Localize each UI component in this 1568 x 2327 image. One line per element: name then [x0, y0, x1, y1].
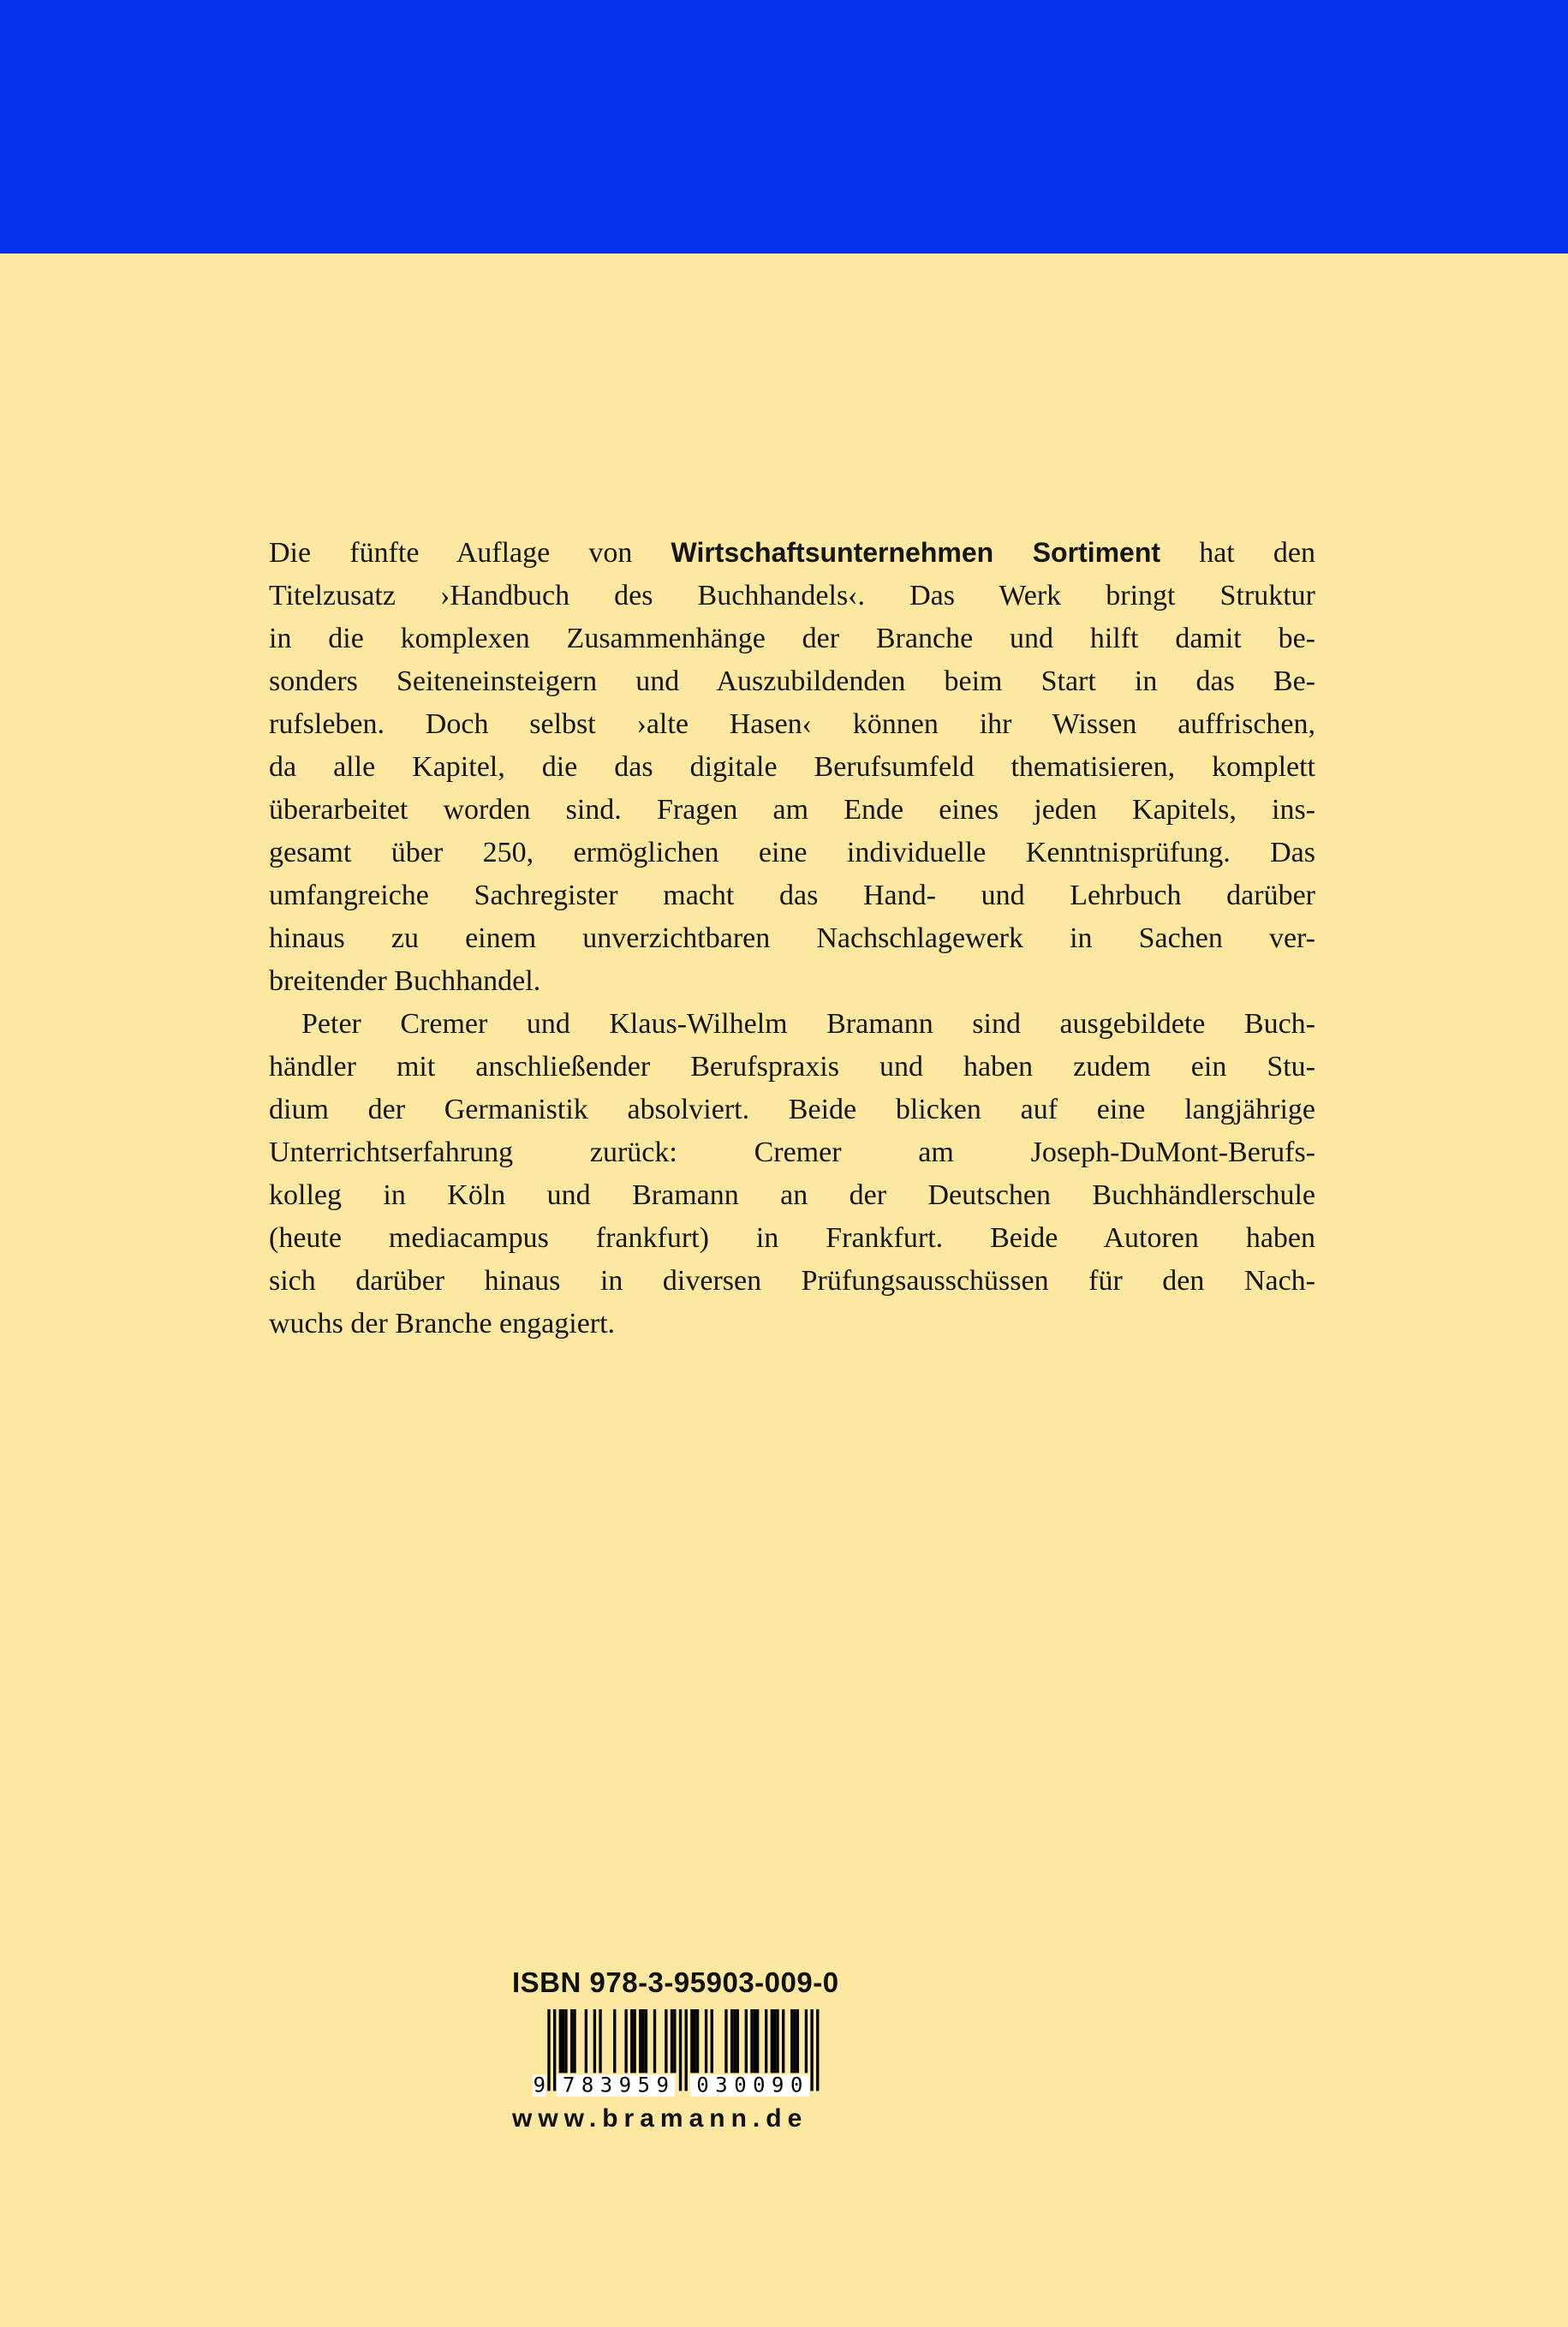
text-line: überarbeitet worden sind. Fragen am Ende eines jeden Kapitels, ins- [269, 794, 1315, 826]
text-line: da alle Kapitel, die das digitale Berufsumfeld thematisieren, komplett [269, 751, 1315, 783]
svg-text:9: 9 [533, 2073, 546, 2097]
isbn-block [512, 1966, 839, 2133]
svg-text:030090: 030090 [696, 2073, 803, 2097]
text-line: händler mit anschließender Berufspraxis und haben zudem ein Stu- [269, 1051, 1315, 1083]
text-line: kolleg in Köln und Bramann an der Deutschen Buchhändlerschule [269, 1179, 1315, 1211]
text-line: Peter Cremer und Klaus-Wilhelm Bramann sind ausgebildete Buch- [301, 1008, 1315, 1040]
text-line: rufsleben. Doch selbst ›alte Hasen‹ können ihr Wissen auffrischen, [269, 708, 1315, 740]
back-cover-blurb [269, 531, 1315, 1345]
book-title-bold: Wirtschaftsunternehmen Sortiment [671, 537, 1161, 568]
text-line: Die fünfte Auflage von Wirtschaftsunternehmen Sortiment hat den [269, 537, 1315, 569]
text-line: umfangreiche Sachregister macht das Hand- und Lehrbuch darüber [269, 880, 1315, 911]
top-color-band [0, 0, 1568, 254]
ean13-barcode [533, 2009, 820, 2097]
text-line: sonders Seiteneinsteigern und Auszubildenden beim Start in das Be- [269, 665, 1315, 697]
text-line: Titelzusatz ›Handbuch des Buchhandels‹. Das Werk bringt Struktur [269, 580, 1315, 612]
text-line: sich darüber hinaus in diversen Prüfungsausschüssen für den Nach- [269, 1265, 1315, 1297]
text-line: (heute mediacampus frankfurt) in Frankfurt. Beide Autoren haben [269, 1222, 1315, 1254]
isbn-label: ISBN 978-3-95903-009-0 [512, 1966, 839, 1998]
text-line: in die komplexen Zusammenhänge der Branche und hilft damit be- [269, 623, 1315, 654]
text-line: gesamt über 250, ermöglichen eine individuelle Kenntnisprüfung. Das [269, 837, 1315, 868]
svg-text:783959: 783959 [562, 2073, 669, 2097]
text-line: dium der Germanistik absolviert. Beide blicken auf eine langjährige [269, 1094, 1315, 1125]
text-line: hinaus zu einem unverzichtbaren Nachschlagewerk in Sachen ver- [269, 922, 1315, 954]
text-line: Unterrichtserfahrung zurück: Cremer am Joseph-DuMont-Berufs- [269, 1137, 1315, 1168]
publisher-website: www.bramann.de [512, 2104, 808, 2133]
text-line: breitender Buchhandel. [269, 965, 541, 997]
text-line: wuchs der Branche engagiert. [269, 1308, 616, 1340]
